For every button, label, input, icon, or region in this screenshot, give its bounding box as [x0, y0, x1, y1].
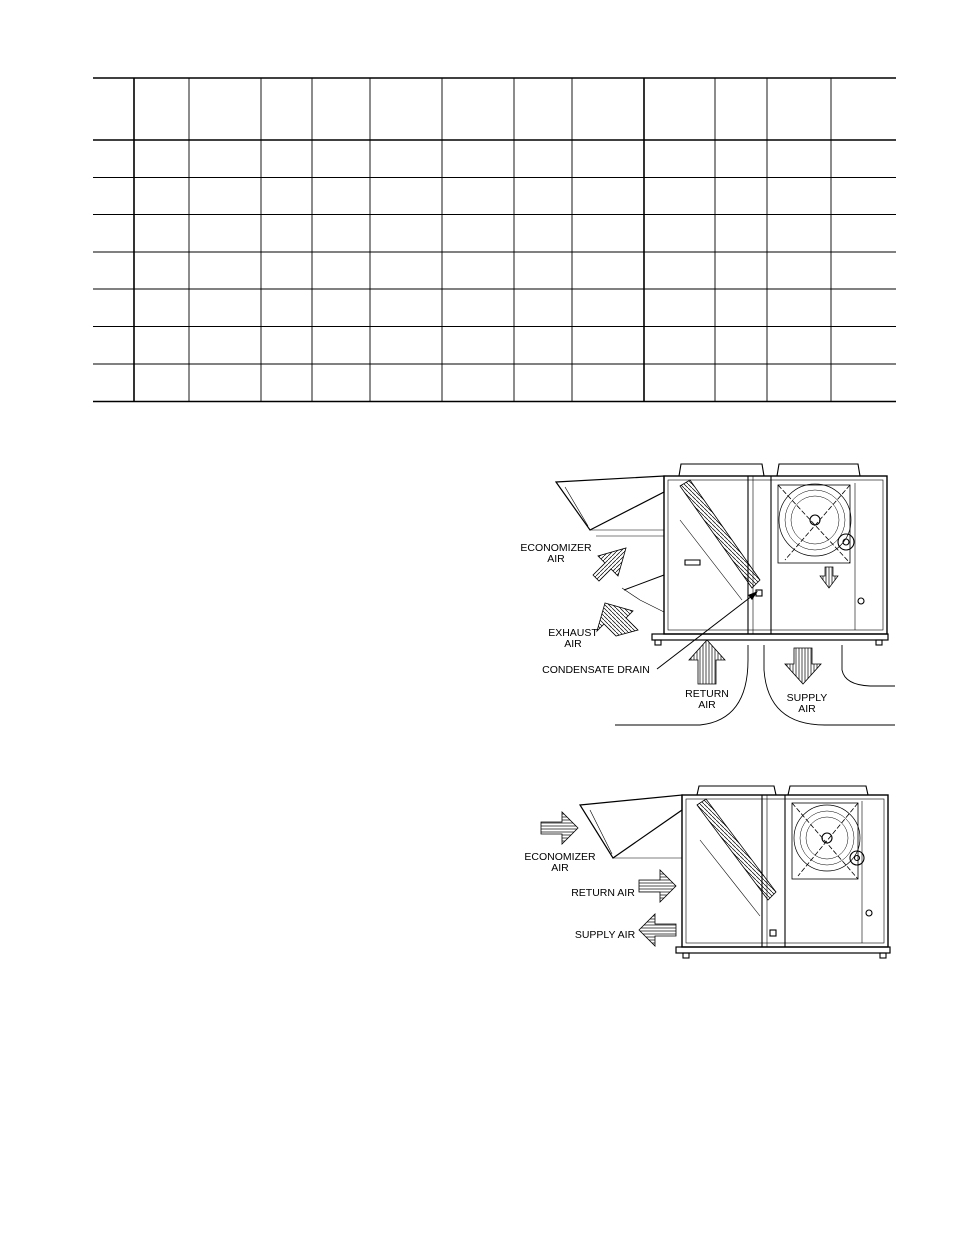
label-return-air-line1: RETURN — [685, 688, 729, 700]
label-economizer-air-line1: ECONOMIZER — [520, 542, 592, 554]
label-return-air-bottom: RETURN AIR — [571, 887, 635, 899]
label-economizer-air-bottom-line1: ECONOMIZER — [524, 851, 596, 863]
label-exhaust-air-line1: EXHAUST — [548, 627, 598, 639]
label-economizer-air-bottom-line2: AIR — [551, 862, 569, 874]
label-economizer-air-line2: AIR — [547, 553, 565, 565]
label-supply-air-line2: AIR — [798, 703, 816, 715]
return-air-arrow-bottom — [639, 870, 676, 902]
economizer-air-arrow-bottom — [541, 812, 578, 844]
supply-air-arrow-bottom — [639, 914, 676, 946]
label-return-air-line2: AIR — [698, 699, 716, 711]
label-supply-air-line1: SUPPLY — [786, 692, 828, 704]
label-condensate-drain: CONDENSATE DRAIN — [542, 664, 650, 676]
label-exhaust-air-line2: AIR — [564, 638, 582, 650]
label-supply-air-bottom: SUPPLY AIR — [574, 929, 636, 941]
